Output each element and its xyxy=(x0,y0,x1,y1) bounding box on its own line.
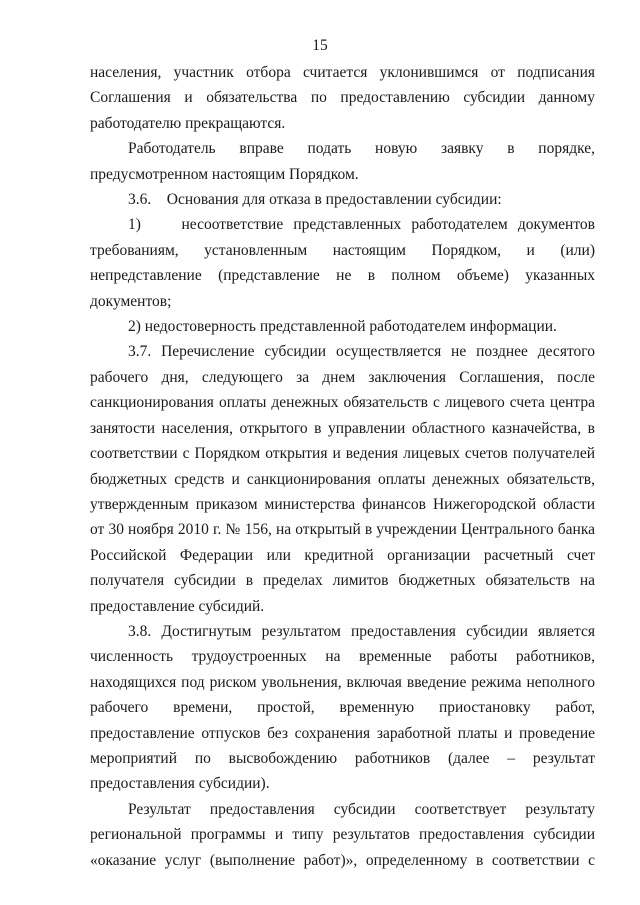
paragraph-3-6-item-2: 2) недостоверность представленной работодателем информации. xyxy=(128,318,557,336)
paragraph-3-6-item-1: 1) несоответствие представленных работодателем документов требованиям, установленным настоящим Порядком, и (или) непредставление (представление не в полном объеме) указанных документов; xyxy=(90,216,595,310)
paragraph-3-8: 3.8. Достигнутым результатом предоставления субсидии является численность трудоустроенных на временные работы работников, находящихся под риском увольнения, включая введение режима неполного рабочего времени, простой, временную приостановку работ, предоставление отпусков без сохранения заработной платы и проведение мероприятий по высвобождению работников (далее – результат предоставления субсидии). xyxy=(90,622,595,793)
paragraph-result: Результат предоставления субсидии соответствует результату региональной программы и типу результатов предоставления субсидии «оказание услуг (выполнение работ)», определенному в соответствии с xyxy=(90,800,595,869)
paragraph-3-6-heading: 3.6. Основания для отказа в предоставлении субсидии: xyxy=(128,191,502,209)
paragraph-2: Работодатель вправе подать новую заявку в порядке, предусмотренном настоящим Порядком. xyxy=(90,140,595,183)
paragraph-1: населения, участник отбора считается уклонившимся от подписания Соглашения и обязательства по предоставлению субсидии данному работодателю прекращаются. xyxy=(90,64,595,132)
document-body xyxy=(90,60,595,873)
page-number: 15 xyxy=(312,37,328,54)
paragraph-3-7: 3.7. Перечисление субсидии осуществляется не позднее десятого рабочего дня, следующего за днем заключения Соглашения, после санкционирования оплаты денежных обязательств с лицевого счета центра занятости населения, открытого в управлении областного казначейства, в соответствии с Порядком открытия и ведения лицевых счетов получателей бюджетных средств и санкционирования оплаты денежных обязательств, утвержденным приказом министерства финансов Нижегородской области от 30 ноября 2010 г. № 156, на открытый в учреждении Центрального банка Российской Федерации или кредитной организации расчетный счет получателя субсидии в пределах лимитов бюджетных обязательств на предоставление субсидий. xyxy=(90,343,595,615)
